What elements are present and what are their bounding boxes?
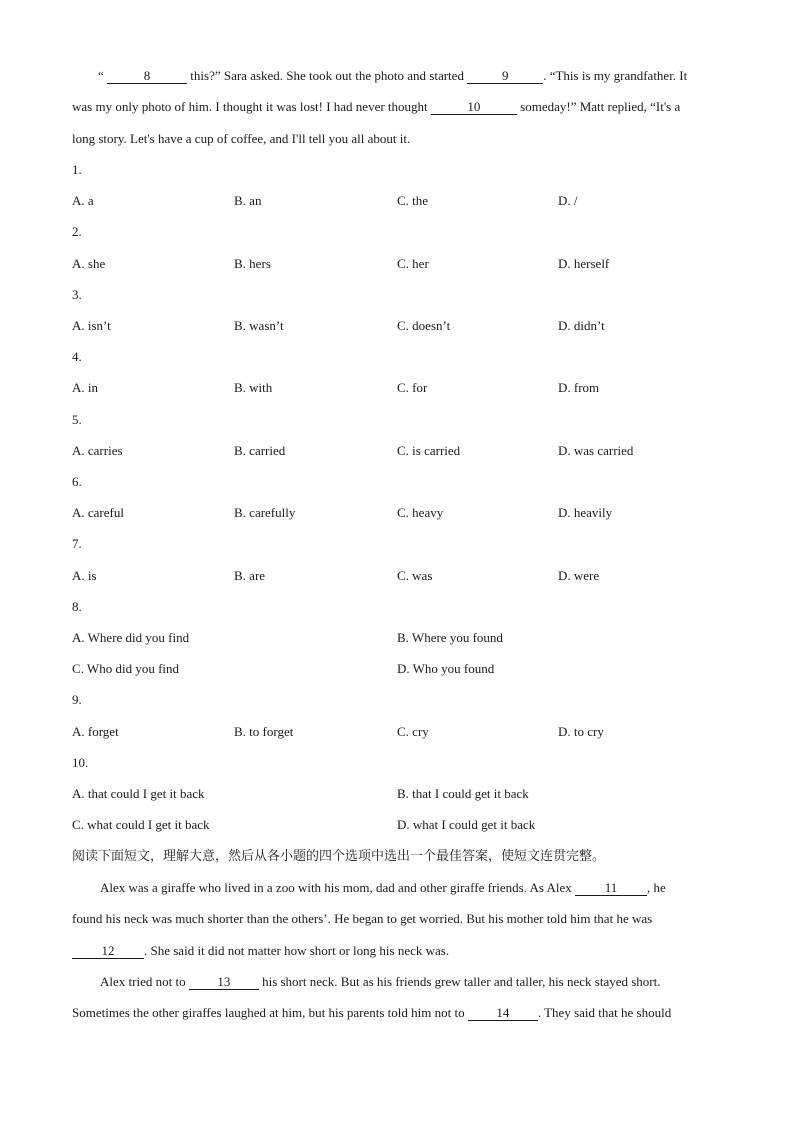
blank-14: 14 (468, 1005, 538, 1021)
passage2-p2-line2 (72, 1004, 671, 1022)
answer-option[interactable]: C. what could I get it back (72, 817, 210, 832)
answer-option[interactable]: B. wasn’t (234, 318, 284, 333)
text: Sometimes the other giraffes laughed at him, but his parents told him not to (72, 1005, 468, 1020)
text: Alex tried not to (100, 974, 189, 989)
answer-option[interactable]: A. careful (72, 505, 124, 520)
blank-11: 11 (575, 880, 647, 896)
section-instruction: 阅读下面短文，理解大意，然后从各小题的四个选项中选出一个最佳答案，使短文连贯完整。 (72, 849, 606, 864)
answer-option[interactable]: B. Where you found (397, 630, 503, 645)
answer-option[interactable]: B. to forget (234, 724, 294, 739)
text: Alex was a giraffe who lived in a zoo with his mom, dad and other giraffe friends. As Alex (100, 880, 575, 895)
answer-option[interactable]: B. carried (234, 443, 286, 458)
answer-option[interactable]: D. was carried (558, 443, 634, 458)
question-number: 7. (72, 536, 82, 551)
answer-option[interactable]: B. are (234, 568, 266, 583)
answer-option[interactable]: A. she (72, 256, 106, 271)
answer-option[interactable]: B. with (234, 380, 273, 395)
answer-option[interactable]: B. that I could get it back (397, 786, 529, 801)
passage1-line3: long story. Let's have a cup of coffee, and I'll tell you all about it. (72, 131, 411, 146)
answer-option[interactable]: C. the (397, 193, 429, 208)
blank-10: 10 (431, 99, 517, 115)
answer-option[interactable]: A. a (72, 193, 94, 208)
blank-9: 9 (467, 68, 543, 84)
question-number: 9. (72, 692, 82, 707)
answer-option[interactable]: C. for (397, 380, 428, 395)
blank-12: 12 (72, 943, 144, 959)
answer-option[interactable]: A. forget (72, 724, 119, 739)
answer-option[interactable]: A. Where did you find (72, 630, 190, 645)
answer-option[interactable]: C. heavy (397, 505, 444, 520)
answer-option[interactable]: C. is carried (397, 443, 461, 458)
passage2-p2-line1 (100, 973, 661, 991)
answer-option[interactable]: C. Who did you find (72, 661, 180, 676)
text: . She said it did not matter how short or long his neck was. (144, 943, 450, 958)
answer-option[interactable]: D. from (558, 380, 600, 395)
passage2-p1-line1 (100, 879, 666, 897)
answer-option[interactable]: A. that could I get it back (72, 786, 205, 801)
question-number: 4. (72, 349, 82, 364)
answer-option[interactable]: D. were (558, 568, 600, 583)
answer-option[interactable]: A. isn’t (72, 318, 111, 333)
answer-option[interactable]: D. / (558, 193, 578, 208)
text: . They said that he should (537, 1005, 672, 1020)
question-number: 5. (72, 412, 82, 427)
blank-8: 8 (107, 68, 187, 84)
answer-option[interactable]: D. didn’t (558, 318, 605, 333)
text: “ (98, 68, 108, 83)
text: someday!” Matt replied, “It's a (516, 99, 681, 114)
question-number: 2. (72, 224, 82, 239)
answer-option[interactable]: D. heavily (558, 505, 613, 520)
question-number: 6. (72, 474, 82, 489)
passage1-line2 (72, 98, 680, 116)
answer-option[interactable]: A. in (72, 380, 98, 395)
answer-option[interactable]: C. was (397, 568, 433, 583)
answer-option[interactable]: C. cry (397, 724, 429, 739)
answer-option[interactable]: B. an (234, 193, 262, 208)
answer-option[interactable]: A. carries (72, 443, 123, 458)
passage2-p1-line2: found his neck was much shorter than the others’. He began to get worried. But his mother told him that he was (72, 911, 653, 926)
passage1-line1 (98, 67, 687, 85)
question-number: 1. (72, 162, 82, 177)
answer-option[interactable]: C. doesn’t (397, 318, 451, 333)
answer-option[interactable]: A. is (72, 568, 97, 583)
answer-option[interactable]: B. hers (234, 256, 271, 271)
answer-option[interactable]: D. Who you found (397, 661, 495, 676)
text: this?” Sara asked. She took out the photo and started (187, 68, 468, 83)
question-number: 10. (72, 755, 89, 770)
answer-option[interactable]: D. what I could get it back (397, 817, 536, 832)
answer-option[interactable]: B. carefully (234, 505, 296, 520)
blank-13: 13 (189, 974, 259, 990)
answer-option[interactable]: D. to cry (558, 724, 604, 739)
text: . “This is my grandfather. It (543, 68, 688, 83)
answer-option[interactable]: C. her (397, 256, 429, 271)
answer-option[interactable]: D. herself (558, 256, 610, 271)
question-number: 3. (72, 287, 82, 302)
passage2-p1-line3 (72, 942, 449, 960)
text: , he (647, 880, 666, 895)
text: was my only photo of him. I thought it was lost! I had never thought (72, 99, 431, 114)
question-number: 8. (72, 599, 82, 614)
text: his short neck. But as his friends grew taller and taller, his neck stayed short. (258, 974, 661, 989)
